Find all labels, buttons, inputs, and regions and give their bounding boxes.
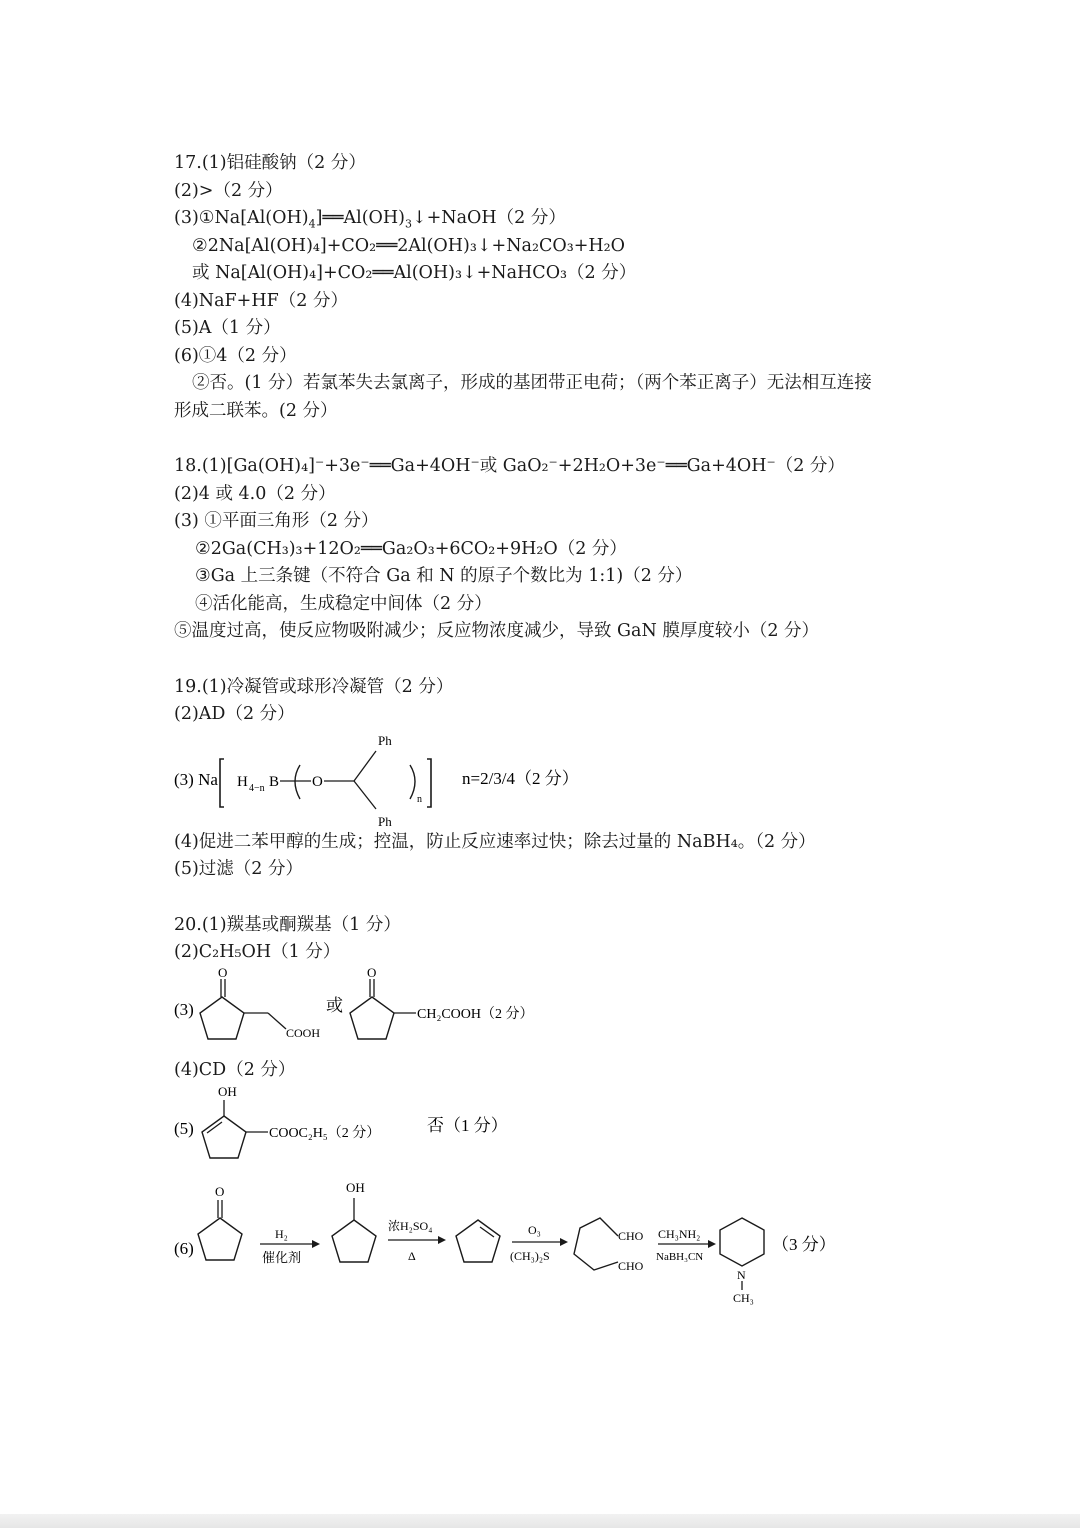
arrowhead-icon	[438, 1236, 446, 1244]
q17-line-4: ②2Na[Al(OH)₄]+CO₂══2Al(OH)₃↓+Na₂CO₃+H₂O	[192, 235, 625, 256]
q20-label-3: (3)	[174, 999, 194, 1019]
question-20	[174, 912, 934, 1307]
open-paren-icon	[295, 765, 300, 799]
piperidine-ring-icon	[720, 1218, 764, 1266]
q19-phenyl-top: Ph	[378, 732, 392, 748]
q19-line-5: (5)过滤（2 分）	[174, 859, 303, 879]
reagent-dms: (CH₃)₂S	[510, 1249, 550, 1263]
q20-hydroxyl: OH	[218, 1084, 237, 1099]
reagent-h2: H₂	[275, 1227, 288, 1241]
q17-line-6: (4)NaF+HF（2 分）	[174, 290, 348, 311]
q19-phenyl-bottom: Ph	[378, 813, 392, 829]
question-17	[174, 150, 934, 425]
q20-ch2cooh: CH₂COOH（2 分）	[417, 1006, 534, 1022]
cyclopentanone-ring-icon	[198, 1218, 242, 1260]
reagent-methylamine: CH₃NH₂	[658, 1227, 701, 1241]
reagent-nabh3cn: NaBH₃CN	[656, 1251, 704, 1263]
q20-ester: COOC₂H₅（2 分）	[269, 1126, 381, 1141]
question-19	[174, 674, 934, 884]
reagent-ozone: O₃	[528, 1223, 541, 1237]
bond-line	[354, 751, 376, 781]
q19-line-2: (2)AD（2 分）	[174, 704, 295, 724]
q20-structure-3	[174, 967, 734, 1057]
q20-or: 或	[326, 995, 343, 1015]
q19-line-4: (4)促进二苯甲醇的生成；控温，防止反应速率过快；除去过量的 NaBH₄。（2 分）	[174, 831, 816, 852]
q20-route-oxygen: O	[215, 1184, 225, 1199]
reagent-conc-h2so4: 浓H₂SO₄	[388, 1219, 433, 1233]
q17-line-5: 或 Na[Al(OH)₄]+CO₂══Al(OH)₃↓+NaHCO₃（2 分）	[192, 263, 637, 283]
reagent-catalyst: 催化剂	[262, 1250, 302, 1265]
bond-line	[354, 781, 376, 809]
q17-line-8: (6)①4（2 分）	[174, 345, 297, 366]
bond-line	[268, 1013, 286, 1029]
close-paren-icon	[410, 765, 415, 799]
q18-line-2: (2)4 或 4.0（2 分）	[174, 483, 336, 504]
arrowhead-icon	[312, 1240, 320, 1248]
arrowhead-icon	[560, 1238, 568, 1246]
q20-route-score: （3 分）	[772, 1235, 836, 1254]
q20-oxygen-1: O	[218, 966, 228, 980]
q18-line-1: 18.(1)[Ga(OH)₄]⁻+3e⁻══Ga+4OH⁻或 GaO₂⁻+2H₂O+3e⁻══Ga+4OH⁻（2 分）	[174, 456, 845, 476]
q18-line-6: ④活化能高，生成稳定中间体（2 分）	[195, 593, 492, 614]
q18-line-4: ②2Ga(CH₃)₃+12O₂══Ga₂O₃+6CO₂+9H₂O（2 分）	[195, 538, 627, 559]
q18-line-3: (3) ①平面三角形（2 分）	[174, 511, 379, 531]
cyclopentanol-ring-icon	[332, 1220, 376, 1262]
q17-line-7: (5)A（1 分）	[174, 318, 281, 338]
q20-line-1: 20.(1)羰基或酮羰基（1 分）	[174, 914, 401, 935]
arrowhead-icon	[708, 1240, 716, 1248]
q20-synthesis-route	[174, 1178, 854, 1306]
q20-structure-5	[174, 1084, 734, 1168]
q20-oxygen-2: O	[367, 966, 377, 980]
right-bracket-icon	[427, 759, 431, 807]
dialdehyde-chain-icon	[574, 1218, 618, 1270]
q20-label-5: (5)	[174, 1119, 194, 1138]
cyclopentane-ring-icon	[200, 997, 244, 1039]
q17-line-3: $(3)①Na[Al(OH)_4]══Al(OH)_3↓+NaOH(2$ 分）	[174, 208, 566, 231]
cyclopentane-ring-icon	[350, 997, 394, 1039]
q17-line-1: 17.(1)铝硅酸钠（2 分）	[174, 153, 366, 173]
cyclopentene-ring-icon	[456, 1220, 500, 1262]
q19-label-3: (3) Na	[174, 769, 218, 789]
q20-methyl: CH₃	[733, 1291, 754, 1305]
q17-line-2: (2)>（2 分）	[174, 180, 283, 201]
left-bracket-icon	[220, 759, 224, 807]
answer-sheet	[174, 150, 934, 1306]
q20-line-4: (4)CD（2 分）	[174, 1059, 296, 1080]
page-bottom-edge	[0, 1514, 1080, 1528]
q19-repeat-n: n	[417, 793, 422, 805]
q20-cooh: COOH	[286, 1025, 321, 1040]
q19-hydrogen-count: 4−n	[249, 782, 265, 794]
q19-hydrogen: H	[237, 773, 248, 790]
question-18	[174, 453, 934, 646]
q20-nitrogen: N	[737, 1268, 746, 1282]
q20-line-2: (2)C₂H₅OH（1 分）	[174, 942, 341, 962]
q19-boron: B	[269, 773, 280, 790]
q18-line-5: ③Ga 上三条键（不符合 Ga 和 N 的原子个数比为 1:1)（2 分）	[195, 566, 693, 586]
q19-structure-3	[174, 729, 734, 829]
q19-n-note: n=2/3/4（2 分）	[462, 768, 579, 788]
q19-line-1: 19.(1)冷凝管或球形冷凝管（2 分）	[174, 676, 454, 697]
q20-answer-no: 否（1 分）	[427, 1116, 508, 1135]
q17-line-10: 形成二联苯。(2 分）	[174, 400, 338, 421]
q20-aldehyde-1: CHO	[618, 1229, 644, 1243]
q19-oxygen: O	[312, 773, 323, 790]
reagent-heat: Δ	[408, 1249, 416, 1263]
cyclopentene-ring-icon	[202, 1116, 246, 1158]
q20-label-6: (6)	[174, 1239, 194, 1258]
q20-route-hydroxyl: OH	[346, 1180, 365, 1195]
q20-aldehyde-2: CHO	[618, 1259, 644, 1273]
double-bond-line	[480, 1227, 494, 1237]
q18-line-7: ⑤温度过高，使反应物吸附减少；反应物浓度减少，导致 GaN 膜厚度较小（2 分）	[174, 621, 820, 641]
q17-line-9: ②否。(1 分）若氯苯失去氯离子，形成的基团带正电荷；（两个苯正离子）无法相互连接	[192, 373, 872, 393]
